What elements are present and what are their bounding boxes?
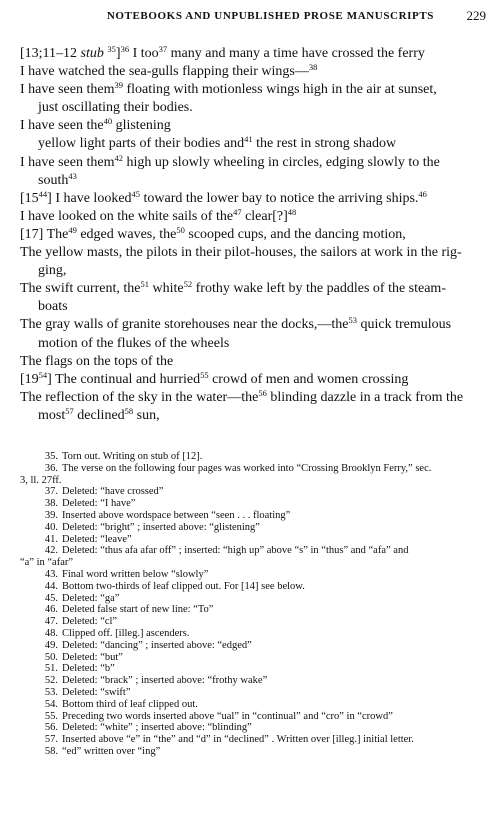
footnote: 58. “ed” written over “ing” <box>44 745 161 757</box>
footnote: 46. Deleted false start of new line: “To” <box>44 604 214 616</box>
text-line: The flags on the tops of the <box>20 353 174 369</box>
text-line: yellow light parts of their bodies and$^{41}$ the rest in strong shadow <box>38 134 397 152</box>
text-line: I have watched the sea-gulls flapping their wings—$^{38}$ <box>20 62 318 80</box>
page-header <box>20 8 486 26</box>
footnote: 36. The verse on the following four pages was worked into “Crossing Brooklyn Ferry,” sec. 3, ll. 27ff. <box>20 462 432 486</box>
footnote: 39. Inserted above wordspace between “seen . . . floating” <box>44 509 291 521</box>
text-line: The yellow masts, the pilots in their pilot-houses, the sailors at work in the rig- <box>20 245 462 261</box>
footnote: 41. Deleted: “leave” <box>44 533 132 545</box>
footnote: 54. Bottom third of leaf clipped out. <box>44 698 198 710</box>
footnote: 37. Deleted: “have crossed” <box>44 486 164 498</box>
text-line: The reflection of the sky in the water—the$^{56}$ blinding dazzle in a track from the <box>20 387 464 405</box>
text-line: $[15^{44}]$ I have looked$^{45}$ toward the lower bay to notice the arriving ships.$^{46}$ <box>20 188 427 206</box>
text-line: motion of the flukes of the wheels <box>38 335 230 351</box>
footnote: 48. Clipped off. [illeg.] ascenders. <box>44 627 190 639</box>
text-line: The gray walls of granite storehouses near the docks,—the$^{53}$ quick tremulous <box>20 315 452 333</box>
text-line: [17] The$^{49}$ edged waves, the$^{50}$ scooped cups, and the dancing motion, <box>20 224 406 242</box>
footnote: 38. Deleted: “I have” <box>44 498 136 510</box>
footnotes <box>20 451 482 758</box>
text-line: The swift current, the$^{51}$ white$^{52}$ frothy wake left by the paddles of the steam- <box>20 279 446 297</box>
text-line: south$^{43}$ <box>38 170 77 188</box>
manuscript-text <box>20 45 482 425</box>
footnote: 57. Inserted above “e” in “the” and “d” in “declined” . Written over [illeg.] initial letter. <box>44 734 414 746</box>
running-title: NOTEBOOKS AND UNPUBLISHED PROSE MANUSCRIPTS <box>106 10 434 22</box>
page-number: 229 <box>466 8 486 23</box>
footnote: 52. Deleted: “brack” ; inserted above: “frothy wake” <box>44 675 268 687</box>
footnote: 43. Final word written below “slowly” <box>44 568 209 580</box>
text-line: $[19^{54}]$ The continual and hurried$^{55}$ crowd of men and women crossing <box>20 369 409 387</box>
text-line: ging, <box>38 263 67 279</box>
footnote: 49. Deleted: “dancing” ; inserted above: “edged” <box>44 639 252 651</box>
text-line: [13;11–12 stub $^{35}$]$^{36}$ I too$^{37}$ many and many a time have crossed the ferry <box>20 44 425 61</box>
text-line: most$^{57}$ declined$^{58}$ sun, <box>38 405 160 423</box>
text-line: boats <box>38 299 68 315</box>
footnote: 45. Deleted: “ga” <box>44 592 120 604</box>
text-line: I have seen them$^{42}$ high up slowly wheeling in circles, edging slowly to the <box>20 152 440 170</box>
footnote: 56. Deleted: “white” ; inserted above: “blinding” <box>44 722 252 734</box>
footnote: 42. Deleted: “thus afa afar off” ; inserted: “high up” above “s” in “thus” and “afa” and “a” in “afar” <box>20 545 409 569</box>
footnote: 44. Bottom two-thirds of leaf clipped out. For [14] see below. <box>44 580 305 592</box>
footnote: 47. Deleted: “cl” <box>44 616 118 628</box>
footnote: 55. Preceding two words inserted above “ual” in “continual” and “cro” in “crowd” <box>44 710 393 722</box>
footnote: 51. Deleted: “b” <box>44 663 115 675</box>
footnote: 53. Deleted: “swift” <box>44 686 131 698</box>
text-line: I have looked on the white sails of the$^{47}$ clear[?]$^{48}$ <box>20 206 297 224</box>
footnote: 40. Deleted: “bright” ; inserted above: “glistening” <box>44 521 260 533</box>
footnote: 50. Deleted: “but” <box>44 651 123 663</box>
text-line: just oscillating their bodies. <box>38 100 193 116</box>
text-line: I have seen the$^{40}$ glistening <box>20 116 171 134</box>
text-line: I have seen them$^{39}$ floating with motionless wings high in the air at sunset, <box>20 80 437 98</box>
footnote: 35. Torn out. Writing on stub of [12]. <box>44 451 203 462</box>
